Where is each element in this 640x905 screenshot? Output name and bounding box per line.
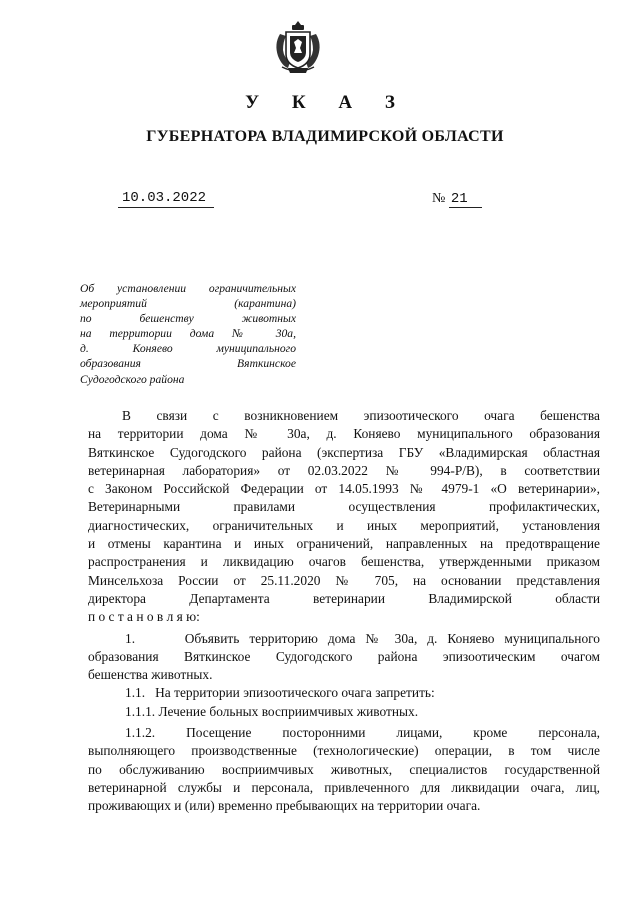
coat-of-arms-emblem (272, 18, 324, 76)
body-line: диагностических, ограничительных и иных мероприятий, установления (88, 517, 600, 533)
number-prefix: № (432, 191, 446, 206)
subject-line: по бешенству животных (80, 312, 296, 326)
body-line: на территории дома № 30а, д. Коняево муниципального образования (88, 426, 600, 442)
body-line: Ветеринарными правилами осуществления профилактических, (88, 499, 600, 515)
body-line: образования Вяткинское Судогодского района эпизоотическим очагом (88, 648, 600, 664)
body-line: директора Департамента ветеринарии Владимирской области (88, 590, 600, 606)
body-line: бешенства животных. (88, 667, 213, 683)
preamble-paragraph (88, 407, 600, 627)
subject-line: Судогодского района (80, 372, 185, 386)
body-line: с Законом Российской Федерации от 14.05.1993 № 4979-1 «О ветеринарии», (88, 481, 600, 497)
body-line: выполняющего производственные (технологические) операции, в том числе (88, 743, 600, 759)
item-1 (88, 630, 600, 685)
subject-line: Об установлении ограничительных (80, 282, 296, 295)
body-line: п о с т а н о в л я ю: (88, 609, 200, 625)
body-line: 1.1.2. Посещение посторонними лицами, кроме персонала, (125, 725, 600, 741)
document-date: 10.03.2022 (118, 190, 214, 208)
body-line: по обслуживанию восприимчивых животных, специалистов государственной (88, 761, 600, 777)
body-line: 1. Объявить территорию дома № 30а, д. Коняево муниципального (125, 630, 600, 646)
item-1-1: 1.1. На территории эпизоотического очага запретить: (125, 685, 435, 701)
subject-line: мероприятий (карантина) (80, 297, 296, 311)
body-line: распространения и ликвидацию очагов бешенства, утвержденными приказом (88, 554, 600, 570)
document-issuer: ГУБЕРНАТОРА ВЛАДИМИРСКОЙ ОБЛАСТИ (146, 128, 504, 145)
body-line: В связи с возникновением эпизоотического очага бешенства (122, 408, 600, 423)
number-value: 21 (449, 191, 482, 208)
body-line: Минсельхоза России от 25.11.2020 № 705, на основании представления (88, 572, 600, 588)
document-number (432, 190, 482, 208)
item-1-1-2 (88, 724, 600, 815)
body-line: проживающих и (или) временно пребывающих на территории очага. (88, 798, 481, 814)
body-line: Вяткинское Судогодского района (экспертиза ГБУ «Владимирская областная (88, 444, 600, 460)
body-line: и отмены карантина и иных ограничений, направленных на предотвращение (88, 536, 600, 552)
document-title: У К А З (245, 92, 409, 113)
item-1-1-1: 1.1.1. Лечение больных восприимчивых животных. (125, 703, 419, 719)
body-line: ветеринарной службы и персонала, привлеченного для ликвидации очага, лиц, (88, 779, 600, 795)
subject-line: образования Вяткинское (80, 357, 296, 371)
document-subject (80, 281, 296, 387)
subject-line: д. Коняево муниципального (80, 342, 296, 356)
body-line: ветеринарная лаборатория» от 02.03.2022 № 994-Р/В), в соответствии (88, 462, 600, 478)
subject-line: на территории дома № 30а, (80, 327, 296, 341)
document-body (88, 407, 600, 816)
